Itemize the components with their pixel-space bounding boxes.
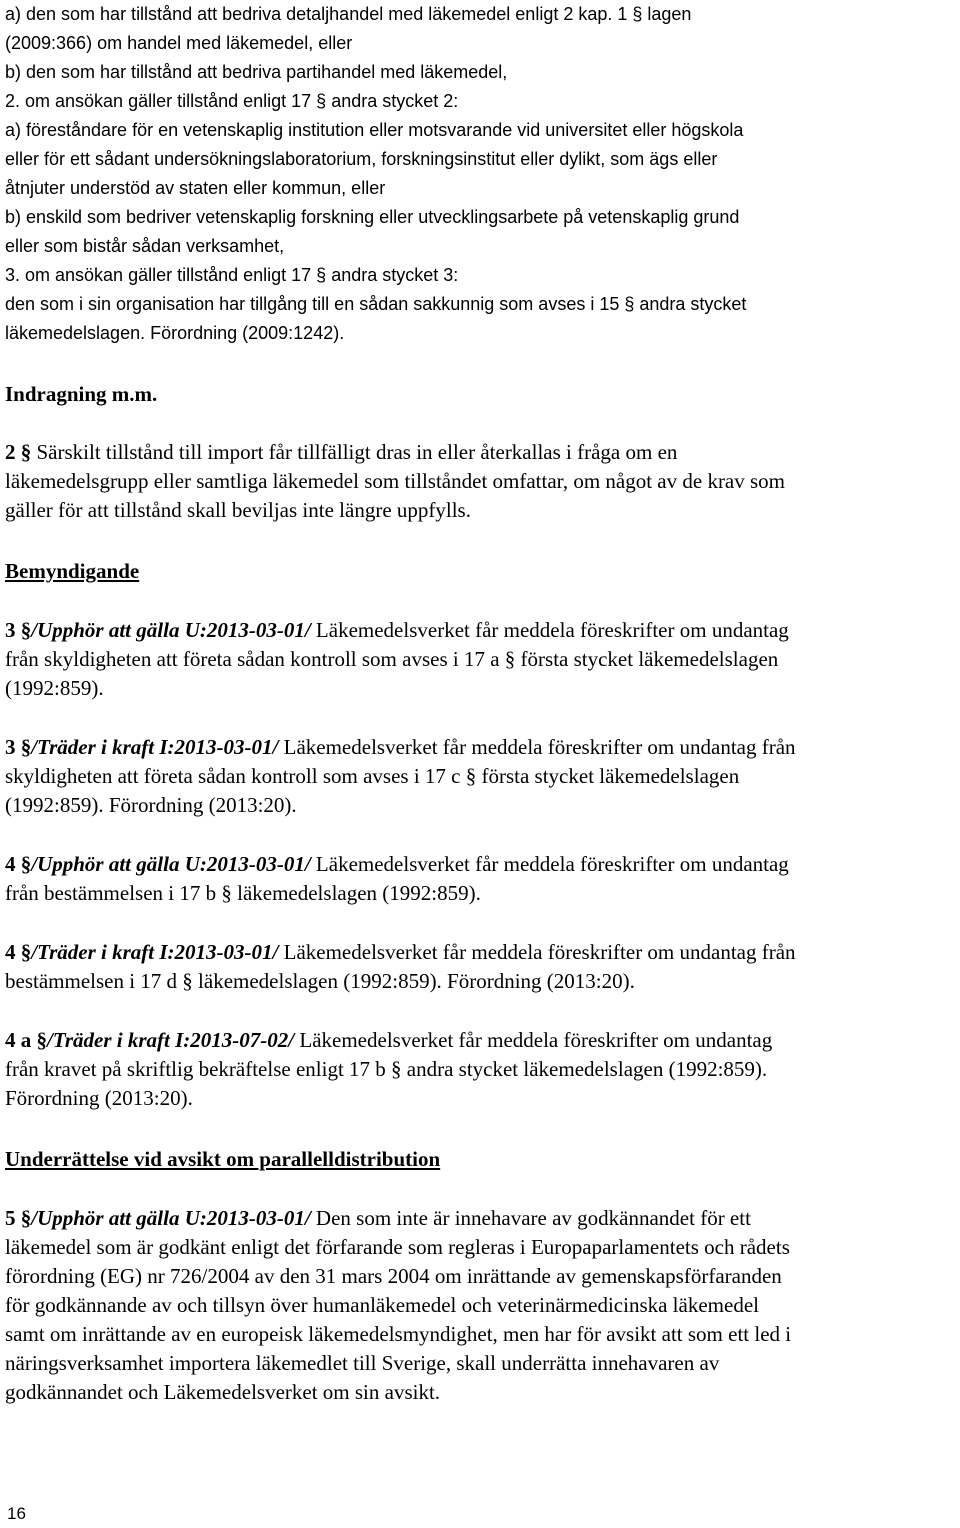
intro-line: 3. om ansökan gäller tillstånd enligt 17 § andra stycket 3: — [5, 265, 459, 285]
intro-line: läkemedelslagen. Förordning (2009:1242). — [5, 323, 345, 343]
paragraph-text: Den som inte är innehavare av godkännandet för ett — [310, 1206, 751, 1230]
intro-line: eller som bistår sådan verksamhet, — [5, 236, 285, 256]
paragraph-text: gäller för att tillstånd skall beviljas inte längre uppfylls. — [5, 498, 471, 522]
validity-tag: /Upphör att gälla U:2013-03-01/ — [31, 618, 311, 642]
paragraph-text: läkemedel som är godkänt enligt det förfarande som regleras i Europaparlamentets och rådets — [5, 1235, 790, 1259]
paragraph-number: 4 a § — [5, 1028, 47, 1052]
validity-tag: /Upphör att gälla U:2013-03-01/ — [31, 852, 311, 876]
intro-line: b) enskild som bedriver vetenskaplig forskning eller utvecklingsarbete på vetenskaplig grund — [5, 207, 740, 227]
paragraph-text: från skyldigheten att företa sådan kontroll som avses i 17 a § första stycket läkemedelslagen — [5, 647, 779, 671]
paragraph-text: Läkemedelsverket får meddela föreskrifter om undantag — [310, 852, 789, 876]
paragraph-number: 5 § — [5, 1206, 32, 1230]
paragraph-text: för godkännande av och tillsyn över humanläkemedel och veterinärmedicinska läkemedel — [5, 1293, 759, 1317]
paragraph-text: Läkemedelsverket får meddela föreskrifter om undantag från — [278, 940, 796, 964]
intro-line: (2009:366) om handel med läkemedel, eller — [5, 33, 353, 53]
validity-tag: /Upphör att gälla U:2013-03-01/ — [31, 1206, 311, 1230]
section-heading-underrattelse: Underrättelse vid avsikt om parallelldistribution — [5, 1147, 441, 1171]
paragraph-text: läkemedelsgrupp eller samtliga läkemedel som tillståndet omfattar, om något av de krav som — [5, 469, 786, 493]
intro-line: 2. om ansökan gäller tillstånd enligt 17 § andra stycket 2: — [5, 91, 459, 111]
paragraph-text: (1992:859). Förordning (2013:20). — [5, 793, 297, 817]
validity-tag: /Träder i kraft I:2013-03-01/ — [31, 940, 279, 964]
paragraph-text: (1992:859). — [5, 676, 104, 700]
paragraph-text: samt om inrättande av en europeisk läkemedelsmyndighet, men har för avsikt att som ett led i — [5, 1322, 792, 1346]
intro-line: b) den som har tillstånd att bedriva partihandel med läkemedel, — [5, 62, 508, 82]
paragraph-text: Läkemedelsverket får meddela föreskrifter om undantag från — [278, 735, 796, 759]
intro-line: a) föreståndare för en vetenskaplig institution eller motsvarande vid universitet eller högskola — [5, 120, 744, 140]
paragraph-text: från kravet på skriftlig bekräftelse enligt 17 b § andra stycket läkemedelslagen (1992:859). — [5, 1057, 768, 1081]
paragraph-number: 2 § — [5, 440, 32, 464]
paragraph-text: från bestämmelsen i 17 b § läkemedelslagen (1992:859). — [5, 881, 481, 905]
validity-tag: /Träder i kraft I:2013-07-02/ — [47, 1028, 295, 1052]
paragraph-text: Läkemedelsverket får meddela föreskrifter om undantag — [310, 618, 789, 642]
intro-line: eller för ett sådant undersökningslaboratorium, forskningsinstitut eller dylikt, som ägs eller — [5, 149, 718, 169]
paragraph-number: 4 § — [5, 852, 32, 876]
paragraph-text: förordning (EG) nr 726/2004 av den 31 mars 2004 om inrättande av gemenskapsförfaranden — [5, 1264, 782, 1288]
paragraph-text: skyldigheten att företa sådan kontroll som avses i 17 c § första stycket läkemedelslagen — [5, 764, 740, 788]
paragraph-text: näringsverksamhet importera läkemedlet till Sverige, skall underrätta innehavaren av — [5, 1351, 720, 1375]
page-number: 16 — [7, 1504, 26, 1523]
validity-tag: /Träder i kraft I:2013-03-01/ — [31, 735, 279, 759]
paragraph-text: godkännandet och Läkemedelsverket om sin avsikt. — [5, 1380, 441, 1404]
paragraph-text: Förordning (2013:20). — [5, 1086, 193, 1110]
section-heading-indragning: Indragning m.m. — [5, 382, 158, 406]
paragraph-text: Läkemedelsverket får meddela föreskrifter om undantag — [294, 1028, 773, 1052]
intro-line: den som i sin organisation har tillgång till en sådan sakkunnig som avses i 15 § andra stycket — [5, 294, 747, 314]
paragraph-text: Särskilt tillstånd till import får tillfälligt dras in eller återkallas i fråga om en — [31, 440, 678, 464]
section-heading-bemyndigande: Bemyndigande — [5, 559, 140, 583]
paragraph-number: 3 § — [5, 618, 32, 642]
intro-line: åtnjuter understöd av staten eller kommun, eller — [5, 178, 386, 198]
paragraph-number: 4 § — [5, 940, 32, 964]
paragraph-number: 3 § — [5, 735, 32, 759]
paragraph-text: bestämmelsen i 17 d § läkemedelslagen (1992:859). Förordning (2013:20). — [5, 969, 635, 993]
intro-line: a) den som har tillstånd att bedriva detaljhandel med läkemedel enligt 2 kap. 1 § lagen — [5, 4, 692, 24]
